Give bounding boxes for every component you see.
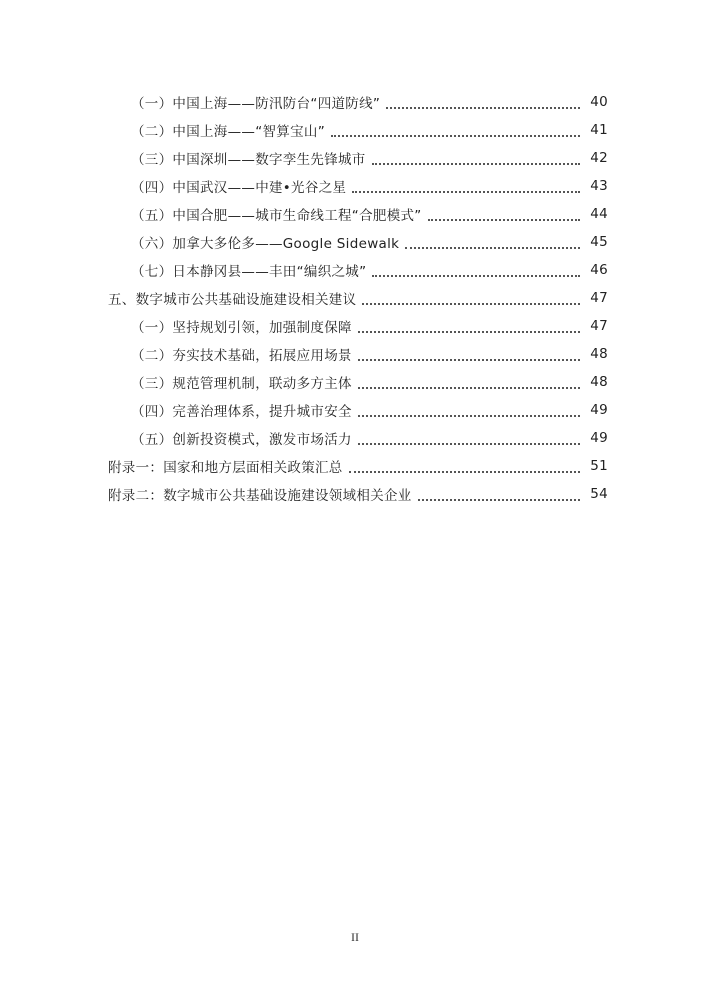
toc-leader-dots [331, 134, 580, 137]
toc-entry-page: 54 [590, 486, 608, 502]
toc-entry[interactable] [0, 172, 710, 200]
toc-entry-title: （一）中国上海——防汛防台“四道防线” [131, 96, 381, 112]
toc-entry[interactable] [0, 340, 710, 368]
toc-entry-page: 43 [590, 178, 608, 194]
toc-entry-title: （六）加拿大多伦多——Google Sidewalk [131, 236, 400, 252]
toc-entry-page: 49 [590, 430, 608, 446]
toc-entry-page: 41 [590, 122, 608, 138]
page-number: II [351, 930, 359, 944]
toc-leader-dots [362, 302, 580, 305]
toc-leader-dots [358, 414, 580, 417]
toc-leader-dots [418, 498, 580, 501]
toc-entry-title: （四）完善治理体系，提升城市安全 [131, 404, 352, 420]
toc-leader-dots [372, 274, 580, 277]
toc-entry[interactable] [0, 200, 710, 228]
toc-entry[interactable] [0, 284, 710, 312]
toc-entry-title: （五）中国合肥——城市生命线工程“合肥模式” [131, 208, 422, 224]
toc-entry-page: 47 [590, 290, 608, 306]
toc-entry-title: （二）夯实技术基础，拓展应用场景 [131, 348, 352, 364]
toc-leader-dots [352, 190, 580, 193]
toc-leader-dots [358, 358, 580, 361]
toc-entry[interactable] [0, 116, 710, 144]
toc-entry[interactable] [0, 368, 710, 396]
toc-entry-title: （一）坚持规划引领，加强制度保障 [131, 320, 352, 336]
toc-entry-page: 51 [590, 458, 608, 474]
toc-entry[interactable] [0, 452, 710, 480]
toc-entry-title: （四）中国武汉——中建•光谷之星 [131, 180, 347, 196]
toc-entry[interactable] [0, 228, 710, 256]
toc-entry-title: （三）中国深圳——数字孪生先锋城市 [131, 152, 366, 168]
toc-entry[interactable] [0, 256, 710, 284]
table-of-contents [0, 88, 710, 508]
toc-entry[interactable] [0, 424, 710, 452]
toc-entry-title: （五）创新投资模式，激发市场活力 [131, 432, 352, 448]
toc-leader-dots [405, 246, 580, 249]
toc-entry[interactable] [0, 88, 710, 116]
toc-entry[interactable] [0, 480, 710, 508]
toc-entry-title: （三）规范管理机制，联动多方主体 [131, 376, 352, 392]
toc-leader-dots [358, 386, 580, 389]
toc-entry-title: 五、数字城市公共基础设施建设相关建议 [108, 292, 357, 308]
toc-leader-dots [386, 106, 580, 109]
toc-entry-page: 48 [590, 374, 608, 390]
toc-leader-dots [349, 470, 580, 473]
toc-entry[interactable] [0, 312, 710, 340]
toc-leader-dots [372, 162, 580, 165]
toc-leader-dots [358, 442, 580, 445]
toc-leader-dots [428, 218, 580, 221]
toc-entry-page: 44 [590, 206, 608, 222]
toc-entry-title: 附录一：国家和地方层面相关政策汇总 [108, 460, 343, 476]
toc-entry[interactable] [0, 144, 710, 172]
toc-entry-page: 42 [590, 150, 608, 166]
toc-entry-page: 48 [590, 346, 608, 362]
toc-entry[interactable] [0, 396, 710, 424]
toc-entry-page: 47 [590, 318, 608, 334]
toc-entry-title: （七）日本静冈县——丰田“编织之城” [131, 264, 367, 280]
toc-entry-page: 45 [590, 234, 608, 250]
toc-entry-title: （二）中国上海——“智算宝山” [131, 124, 325, 140]
toc-entry-page: 46 [590, 262, 608, 278]
toc-entry-page: 49 [590, 402, 608, 418]
toc-entry-page: 40 [590, 94, 608, 110]
toc-leader-dots [358, 330, 580, 333]
toc-entry-title: 附录二：数字城市公共基础设施建设领域相关企业 [108, 488, 412, 504]
